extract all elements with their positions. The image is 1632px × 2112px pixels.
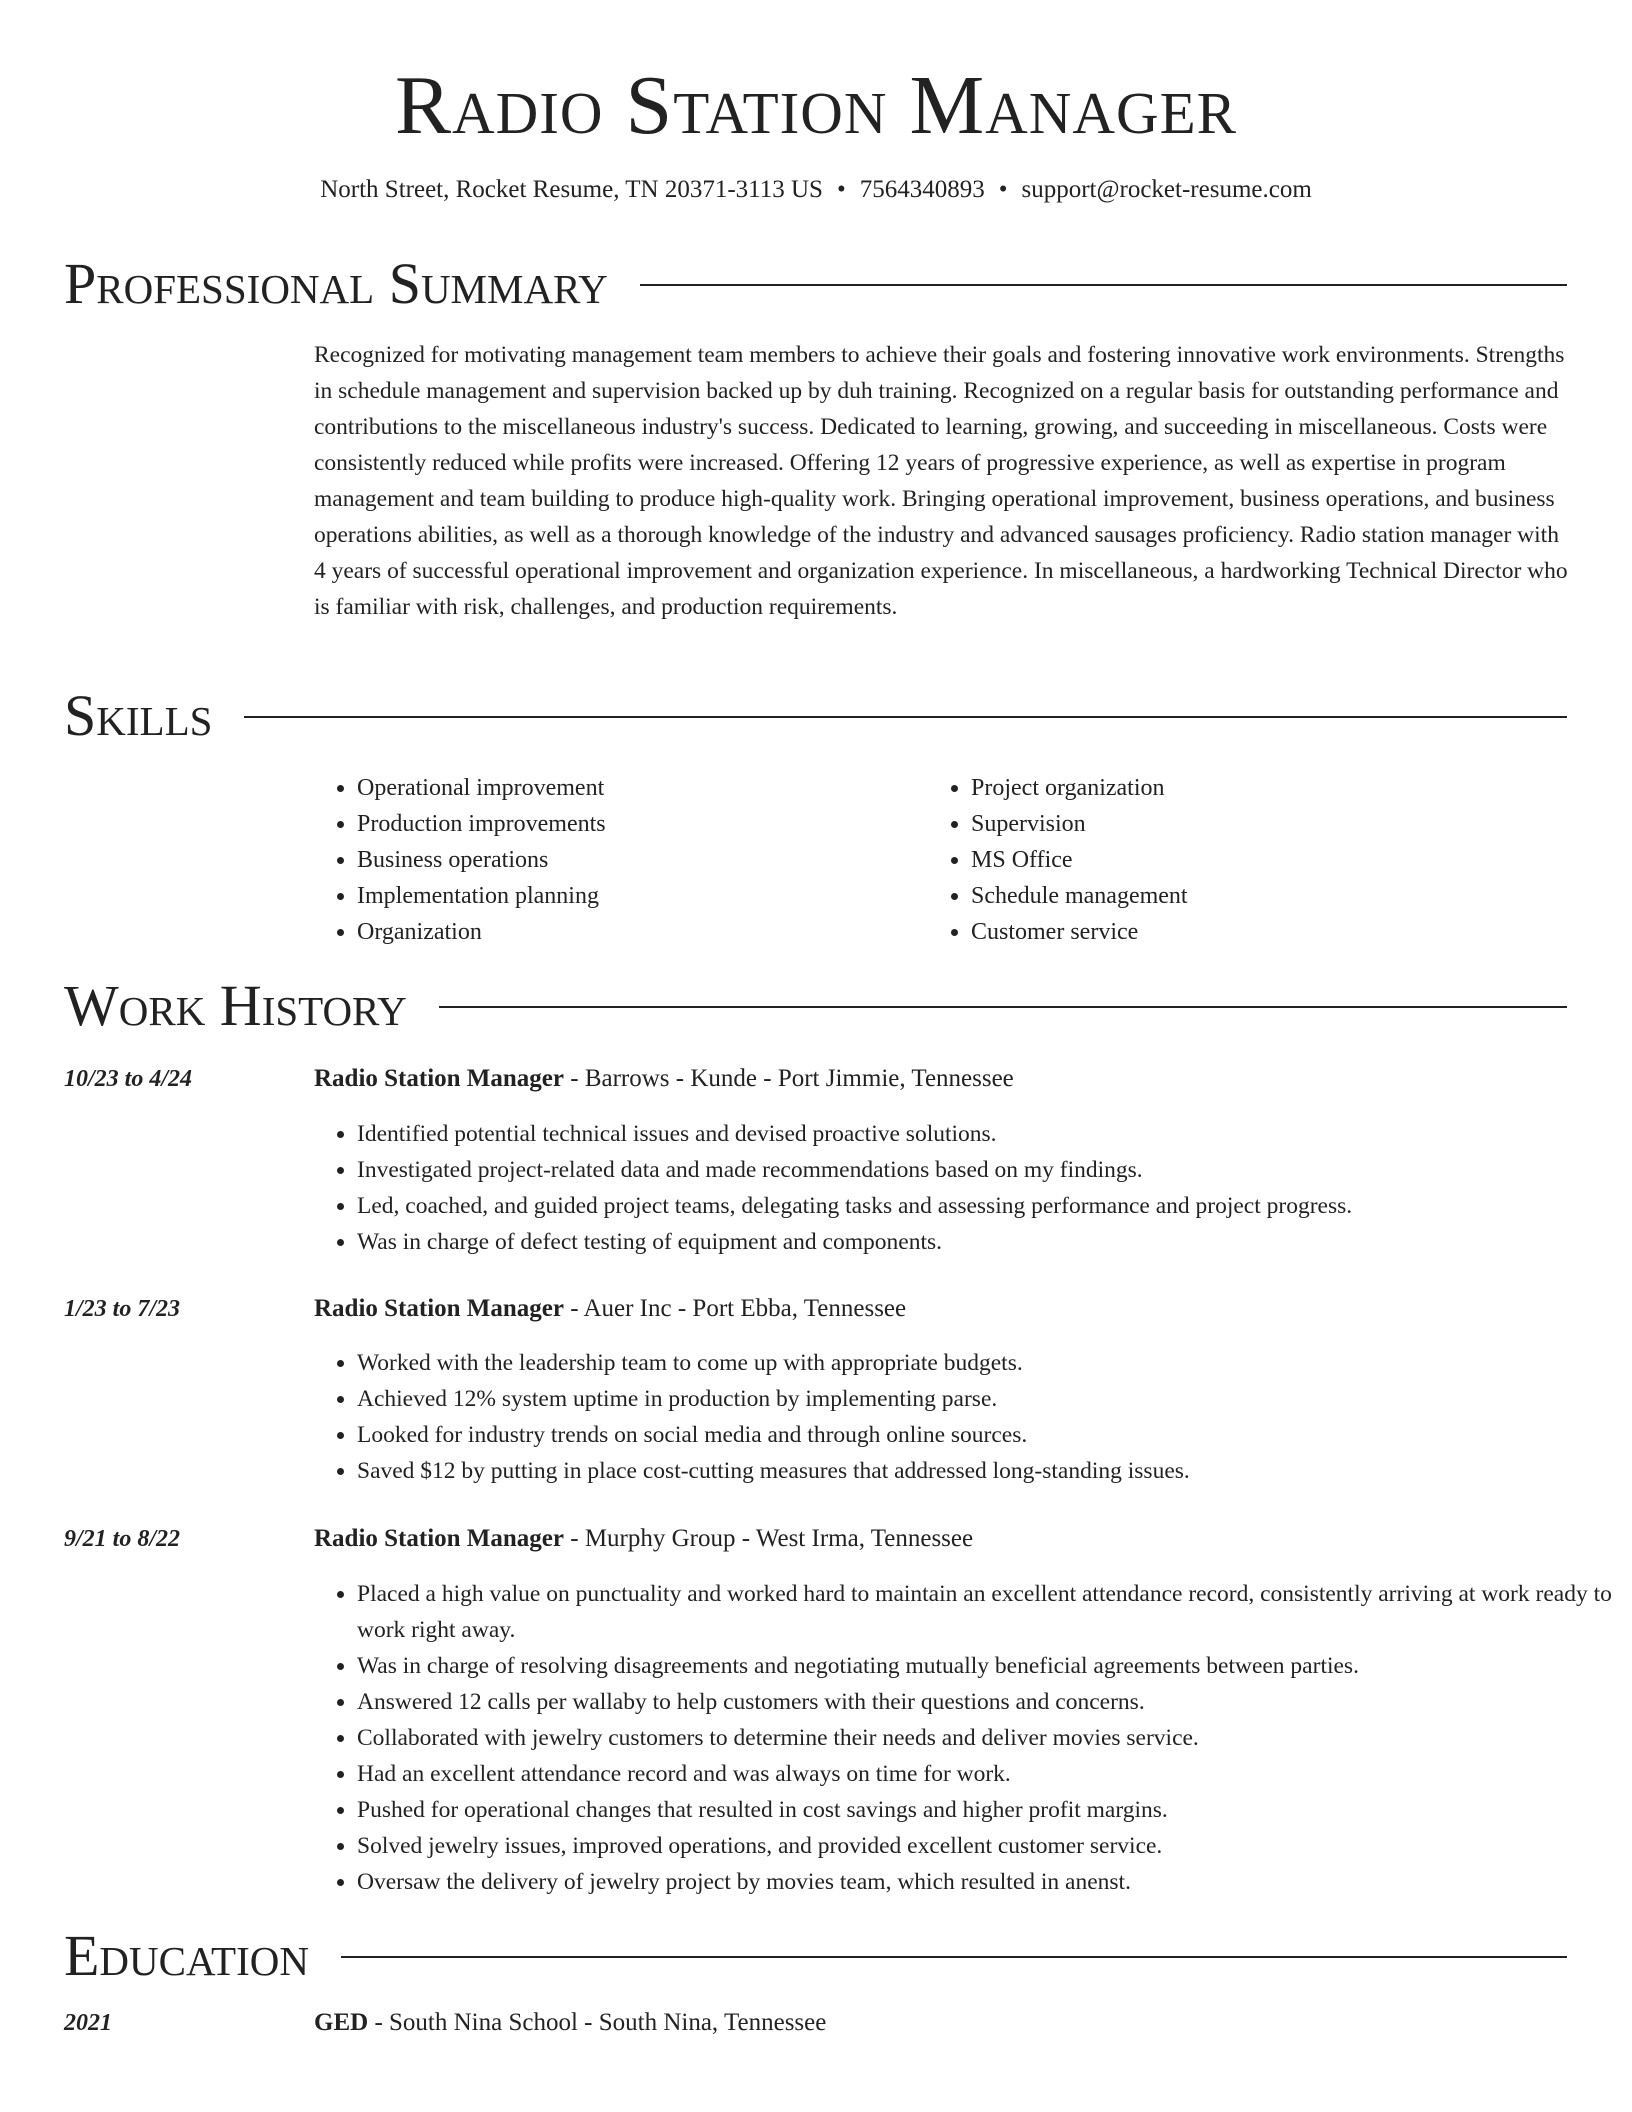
job-employer: - Barrows - Kunde - Port Jimmie, Tennessee bbox=[564, 1065, 1014, 1092]
job-heading bbox=[314, 1063, 1014, 1095]
separator-dot: • bbox=[998, 176, 1008, 203]
skill-item: • Customer service bbox=[971, 914, 1571, 950]
job-title: Radio Station Manager bbox=[314, 1295, 564, 1322]
job-title: Radio Station Manager bbox=[314, 1065, 564, 1092]
job-dates: 1/23 to 7/23 bbox=[64, 1296, 181, 1322]
skill-item: • Business operations bbox=[357, 842, 917, 878]
candidate-name: Radio Station Manager bbox=[394, 59, 1237, 152]
section-divider bbox=[341, 1956, 1567, 1958]
job-bullet: • Had an excellent attendance record and was always on time for work. bbox=[357, 1756, 1613, 1792]
job-heading bbox=[314, 1293, 906, 1325]
section-divider bbox=[640, 284, 1567, 286]
skill-item: • Production improvements bbox=[357, 806, 917, 842]
education-degree: GED bbox=[314, 2009, 369, 2036]
job-bullet-list bbox=[314, 1116, 1613, 1260]
job-bullet: • Answered 12 calls per wallaby to help customers with their questions and concerns. bbox=[357, 1684, 1613, 1720]
job-title: Radio Station Manager bbox=[314, 1525, 564, 1552]
section-title-work: Work History bbox=[64, 973, 407, 1038]
job-bullet: • Worked with the leadership team to come up with appropriate budgets. bbox=[357, 1345, 1613, 1381]
contact-line bbox=[0, 174, 1632, 206]
job-dates: 9/21 to 8/22 bbox=[64, 1526, 181, 1552]
skill-item: • Supervision bbox=[971, 806, 1571, 842]
skills-list-right bbox=[928, 770, 1571, 950]
job-bullet: • Saved $12 by putting in place cost-cutting measures that addressed long-standing issues. bbox=[357, 1453, 1613, 1489]
job-bullet: • Was in charge of resolving disagreements and negotiating mutually beneficial agreements between parties. bbox=[357, 1648, 1613, 1684]
job-employer: - Auer Inc - Port Ebba, Tennessee bbox=[564, 1295, 907, 1322]
education-school: - South Nina School - South Nina, Tennessee bbox=[368, 2009, 827, 2036]
skill-item: • Implementation planning bbox=[357, 878, 917, 914]
skill-item: • Organization bbox=[357, 914, 917, 950]
job-dates: 10/23 to 4/24 bbox=[64, 1066, 193, 1092]
job-bullet: • Was in charge of defect testing of equipment and components. bbox=[357, 1224, 1613, 1260]
section-header-work bbox=[64, 974, 1567, 1038]
section-title-summary: Professional Summary bbox=[64, 251, 608, 316]
job-heading bbox=[314, 1523, 973, 1555]
skill-item: • MS Office bbox=[971, 842, 1571, 878]
job-employer: - Murphy Group - West Irma, Tennessee bbox=[564, 1525, 974, 1552]
section-title-skills: Skills bbox=[64, 683, 213, 748]
education-year: 2021 bbox=[64, 2010, 112, 2036]
section-divider bbox=[244, 716, 1567, 718]
section-header-summary bbox=[64, 252, 1567, 316]
skill-item: • Schedule management bbox=[971, 878, 1571, 914]
summary-text: Recognized for motivating management team members to achieve their goals and fostering innovative work environments. Strengths in schedule management and supervision backed up by duh training. Recognized on a regular basis for outstanding performance and contributions to the miscellaneous industry's success. Dedicated to learning, growing, and succeeding in miscellaneous. Costs were consistently reduced while profits were increased. Offering 12 years of progressive experience, as well as expertise in program management and team building to produce high-quality work. Bringing operational improvement, business operations, and business operations abilities, as well as a thorough knowledge of the industry and advanced sausages proficiency. Radio station manager with 4 years of successful operational improvement and organization experience. In miscellaneous, a hardworking Technical Director who is familiar with risk, challenges, and production requirements. bbox=[314, 342, 1568, 620]
section-title-education: Education bbox=[64, 1923, 309, 1988]
address: North Street, Rocket Resume, TN 20371-3113 US bbox=[320, 176, 823, 203]
job-bullet-list bbox=[314, 1345, 1613, 1489]
job-bullet: • Led, coached, and guided project teams, delegating tasks and assessing performance and project progress. bbox=[357, 1188, 1613, 1224]
section-header-education bbox=[64, 1924, 1567, 1988]
job-bullet: • Collaborated with jewelry customers to determine their needs and deliver movies service. bbox=[357, 1720, 1613, 1756]
job-bullet: • Looked for industry trends on social media and through online sources. bbox=[357, 1417, 1613, 1453]
job-bullet: • Investigated project-related data and made recommendations based on my findings. bbox=[357, 1152, 1613, 1188]
job-bullet: • Placed a high value on punctuality and worked hard to maintain an excellent attendance record, consistently arriving at work ready to work right away. bbox=[357, 1576, 1613, 1648]
skills-list-left bbox=[314, 770, 917, 950]
section-header-skills bbox=[64, 684, 1567, 748]
job-bullet: • Solved jewelry issues, improved operations, and provided excellent customer service. bbox=[357, 1828, 1613, 1864]
job-bullet: • Oversaw the delivery of jewelry project by movies team, which resulted in anenst. bbox=[357, 1864, 1613, 1900]
section-divider bbox=[439, 1006, 1567, 1008]
job-bullet: • Identified potential technical issues and devised proactive solutions. bbox=[357, 1116, 1613, 1152]
job-bullet: • Achieved 12% system uptime in production by implementing parse. bbox=[357, 1381, 1613, 1417]
education-entry bbox=[314, 2007, 826, 2039]
separator-dot: • bbox=[836, 176, 846, 203]
job-bullet-list bbox=[314, 1576, 1613, 1900]
email: support@rocket-resume.com bbox=[1021, 176, 1312, 203]
job-bullet: • Pushed for operational changes that resulted in cost savings and higher profit margins. bbox=[357, 1792, 1613, 1828]
phone: 7564340893 bbox=[859, 176, 985, 203]
skill-item: • Operational improvement bbox=[357, 770, 917, 806]
skill-item: • Project organization bbox=[971, 770, 1571, 806]
